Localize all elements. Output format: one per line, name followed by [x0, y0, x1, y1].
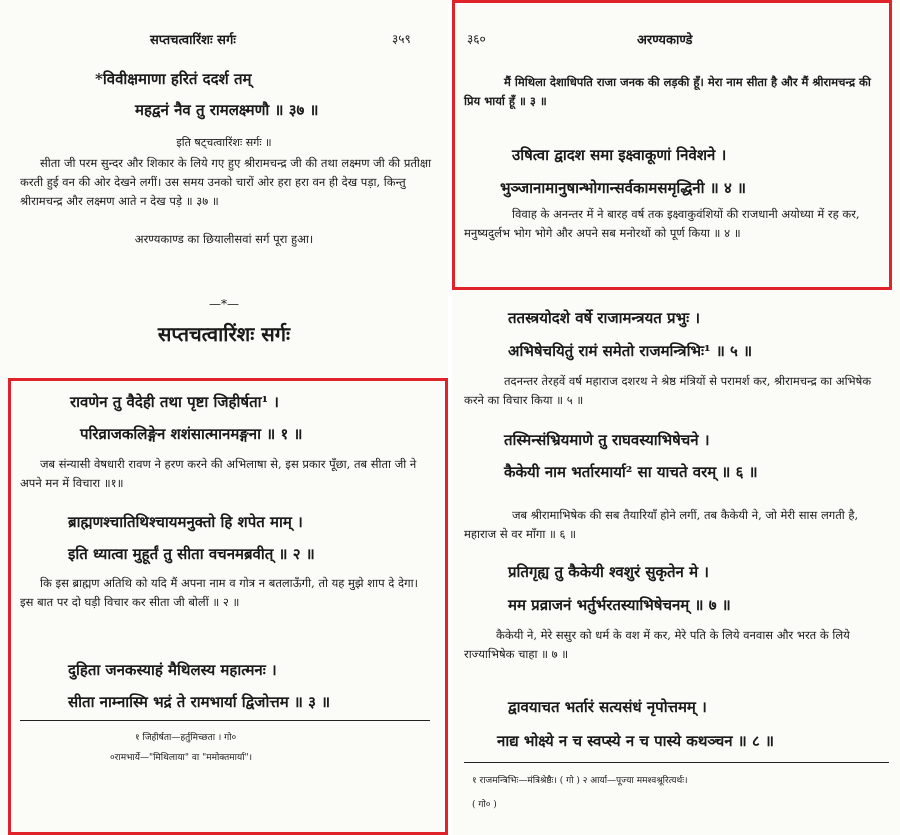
verse-line: अभिषेचयितुं रामं समेतो राजमन्त्रिभिः¹ ॥ ५ ॥ [508, 342, 753, 360]
footnote: ( गो० ) [472, 800, 497, 810]
sarga-colophon: इति षट्चत्वारिंशः सर्गः ॥ [176, 136, 272, 149]
left-page [0, 0, 448, 835]
verse-line: रावणेन तु वैदेही तथा पृष्टा जिहीर्षता¹ । [70, 393, 279, 411]
chapter-end-note: अरण्यकाण्ड का छियालीसवां सर्ग पूरा हुआ। [134, 232, 314, 246]
translation-paragraph: कैकेयी ने, मेरे ससुर को धर्म के वश में कर, मेरे पति के लिये वनवास और भरत के लिये राज्याभिषेक चाहा ॥ ७ ॥ [464, 628, 850, 661]
translation-paragraph: मैं मिथिला देशाधिपति राजा जनक की लड़की हूँ। मेरा नाम सीता है और मैं श्रीरामचन्द्र की प्रिय भार्या हूँ ॥ ३ ॥ [464, 75, 871, 108]
verse-line: ततस्त्रयोदशे वर्षे राजामन्त्रयत प्रभुः । [508, 309, 701, 327]
translation-paragraph: जब संन्यासी वेषधारी रावण ने हरण करने की अभिलाषा से, इस प्रकार पूँछा, तब सीता जी ने अपने मन में विचारा ॥१॥ [20, 457, 417, 490]
footnote-rule [464, 762, 889, 763]
page-number: ३६० [467, 32, 486, 46]
verse-line: महद्वनं नैव तु रामलक्ष्मणौ ॥ ३७ ॥ [135, 101, 319, 119]
separator: —*— [209, 297, 239, 311]
verse-line: सीता नाम्नास्मि भद्रं ते रामभार्या द्विजोत्तम ॥ ३ ॥ [68, 693, 331, 711]
verse-line: इति ध्यात्वा मुहूर्तं तु सीता वचनमब्रवीत् ॥ २ ॥ [68, 545, 315, 563]
verse-line: परिव्राजकलिङ्गेन शशंसात्मानमङ्गना ॥ १ ॥ [80, 425, 303, 443]
right-page [452, 0, 900, 835]
footnote: १ राजमन्त्रिभिः—मंत्रिश्रेष्ठैः। ( गो ) २ आर्या—पूज्या ममश्वश्रूरित्यर्थः। [472, 776, 688, 786]
footnote: ०रामभार्ये—"मिथिलाया" वा "ममोक्तमार्या"। [110, 753, 253, 763]
running-title: अरण्यकाण्डे [637, 33, 693, 48]
verse-line: नाद्य भोक्ष्ये न च स्वप्स्ये न च पास्ये कथञ्चन ॥ ८ ॥ [497, 732, 775, 750]
verse-line: ब्राह्मणश्चातिथिश्चायमनुक्तो हि शपेत माम् । [68, 513, 303, 531]
chapter-title: सप्तचत्वारिंशः सर्गः [157, 322, 291, 346]
page-number: ३५९ [392, 32, 411, 46]
verse-line: *विवीक्षमाणा हरितं ददर्श तम् [95, 70, 252, 88]
translation-paragraph: जब श्रीरामाभिषेक की सब तैयारियाँ होने लगीं, तब कैकेयी ने, जो मेरी सास लगती है, महाराज से वर माँगा ॥ ६ ॥ [464, 508, 859, 541]
footnote: १ जिहीर्षता—हर्तुमिच्छता । गो० [135, 733, 237, 743]
translation-paragraph: सीता जी परम सुन्दर और शिकार के लिये गए हुए श्रीरामचन्द्र जी की तथा लक्ष्मण जी की प्रतीक्षा करती हुई वन की ओर देखने लगीं। उस समय उनको चारों ओर हरा हरा वन ही देख पड़ा, किन्तु श्रीरामचन्द्र और लक्ष्मण आते न देख पड़े ॥ ३७ ॥ [20, 156, 432, 208]
verse-line: भुञ्जानामानुषान्भोगान्सर्वकामसमृद्धिनी ॥ ४ ॥ [500, 179, 746, 197]
verse-line: प्रतिगृह्य तु कैकेयी श्वशुरं सुकृतेन मे । [508, 563, 709, 581]
verse-line: कैकेयी नाम भर्तारमार्या² सा याचते वरम् ॥ ६ ॥ [504, 463, 758, 481]
verse-line: दुहिता जनकस्याहं मैथिलस्य महात्मनः । [68, 661, 277, 679]
translation-paragraph: विवाह के अनन्तर में ने बारह वर्ष तक इक्ष्वाकुवंशियों की राजधानी अयोध्या में रह कर, मनुष्यदुर्लभ भोग भोगे और अपने सब मनोरथों को पूर्ण किया ॥ ४ ॥ [464, 207, 860, 240]
verse-line: तस्मिन्संभ्रियमाणे तु राघवस्याभिषेचने । [504, 431, 710, 449]
footnote-rule [20, 720, 430, 721]
verse-line: उषित्वा द्वादश समा इक्ष्वाकूणां निवेशने । [512, 146, 727, 164]
running-title: सप्तचत्वारिंशः सर्गः [150, 33, 236, 48]
translation-paragraph: तदनन्तर तेरहवें वर्ष महाराज दशरथ ने श्रेष्ठ मंत्रियों से परामर्श कर, श्रीरामचन्द्र का अभिषेक करने का विचार किया ॥ ५ ॥ [464, 374, 872, 407]
verse-line: द्वावयाचत भर्तारं सत्यसंधं नृपोत्तमम् । [508, 698, 707, 716]
verse-line: मम प्रव्राजनं भर्तुर्भरतस्याभिषेचनम् ॥ ७ ॥ [508, 596, 731, 614]
translation-paragraph: कि इस ब्राह्मण अतिथि को यदि मैं अपना नाम व गोत्र न बतलाऊँगी, तो यह मुझे शाप दे देगा। इस बात पर दो घड़ी विचार कर सीता जी बोलीं ॥ २ ॥ [20, 576, 418, 609]
